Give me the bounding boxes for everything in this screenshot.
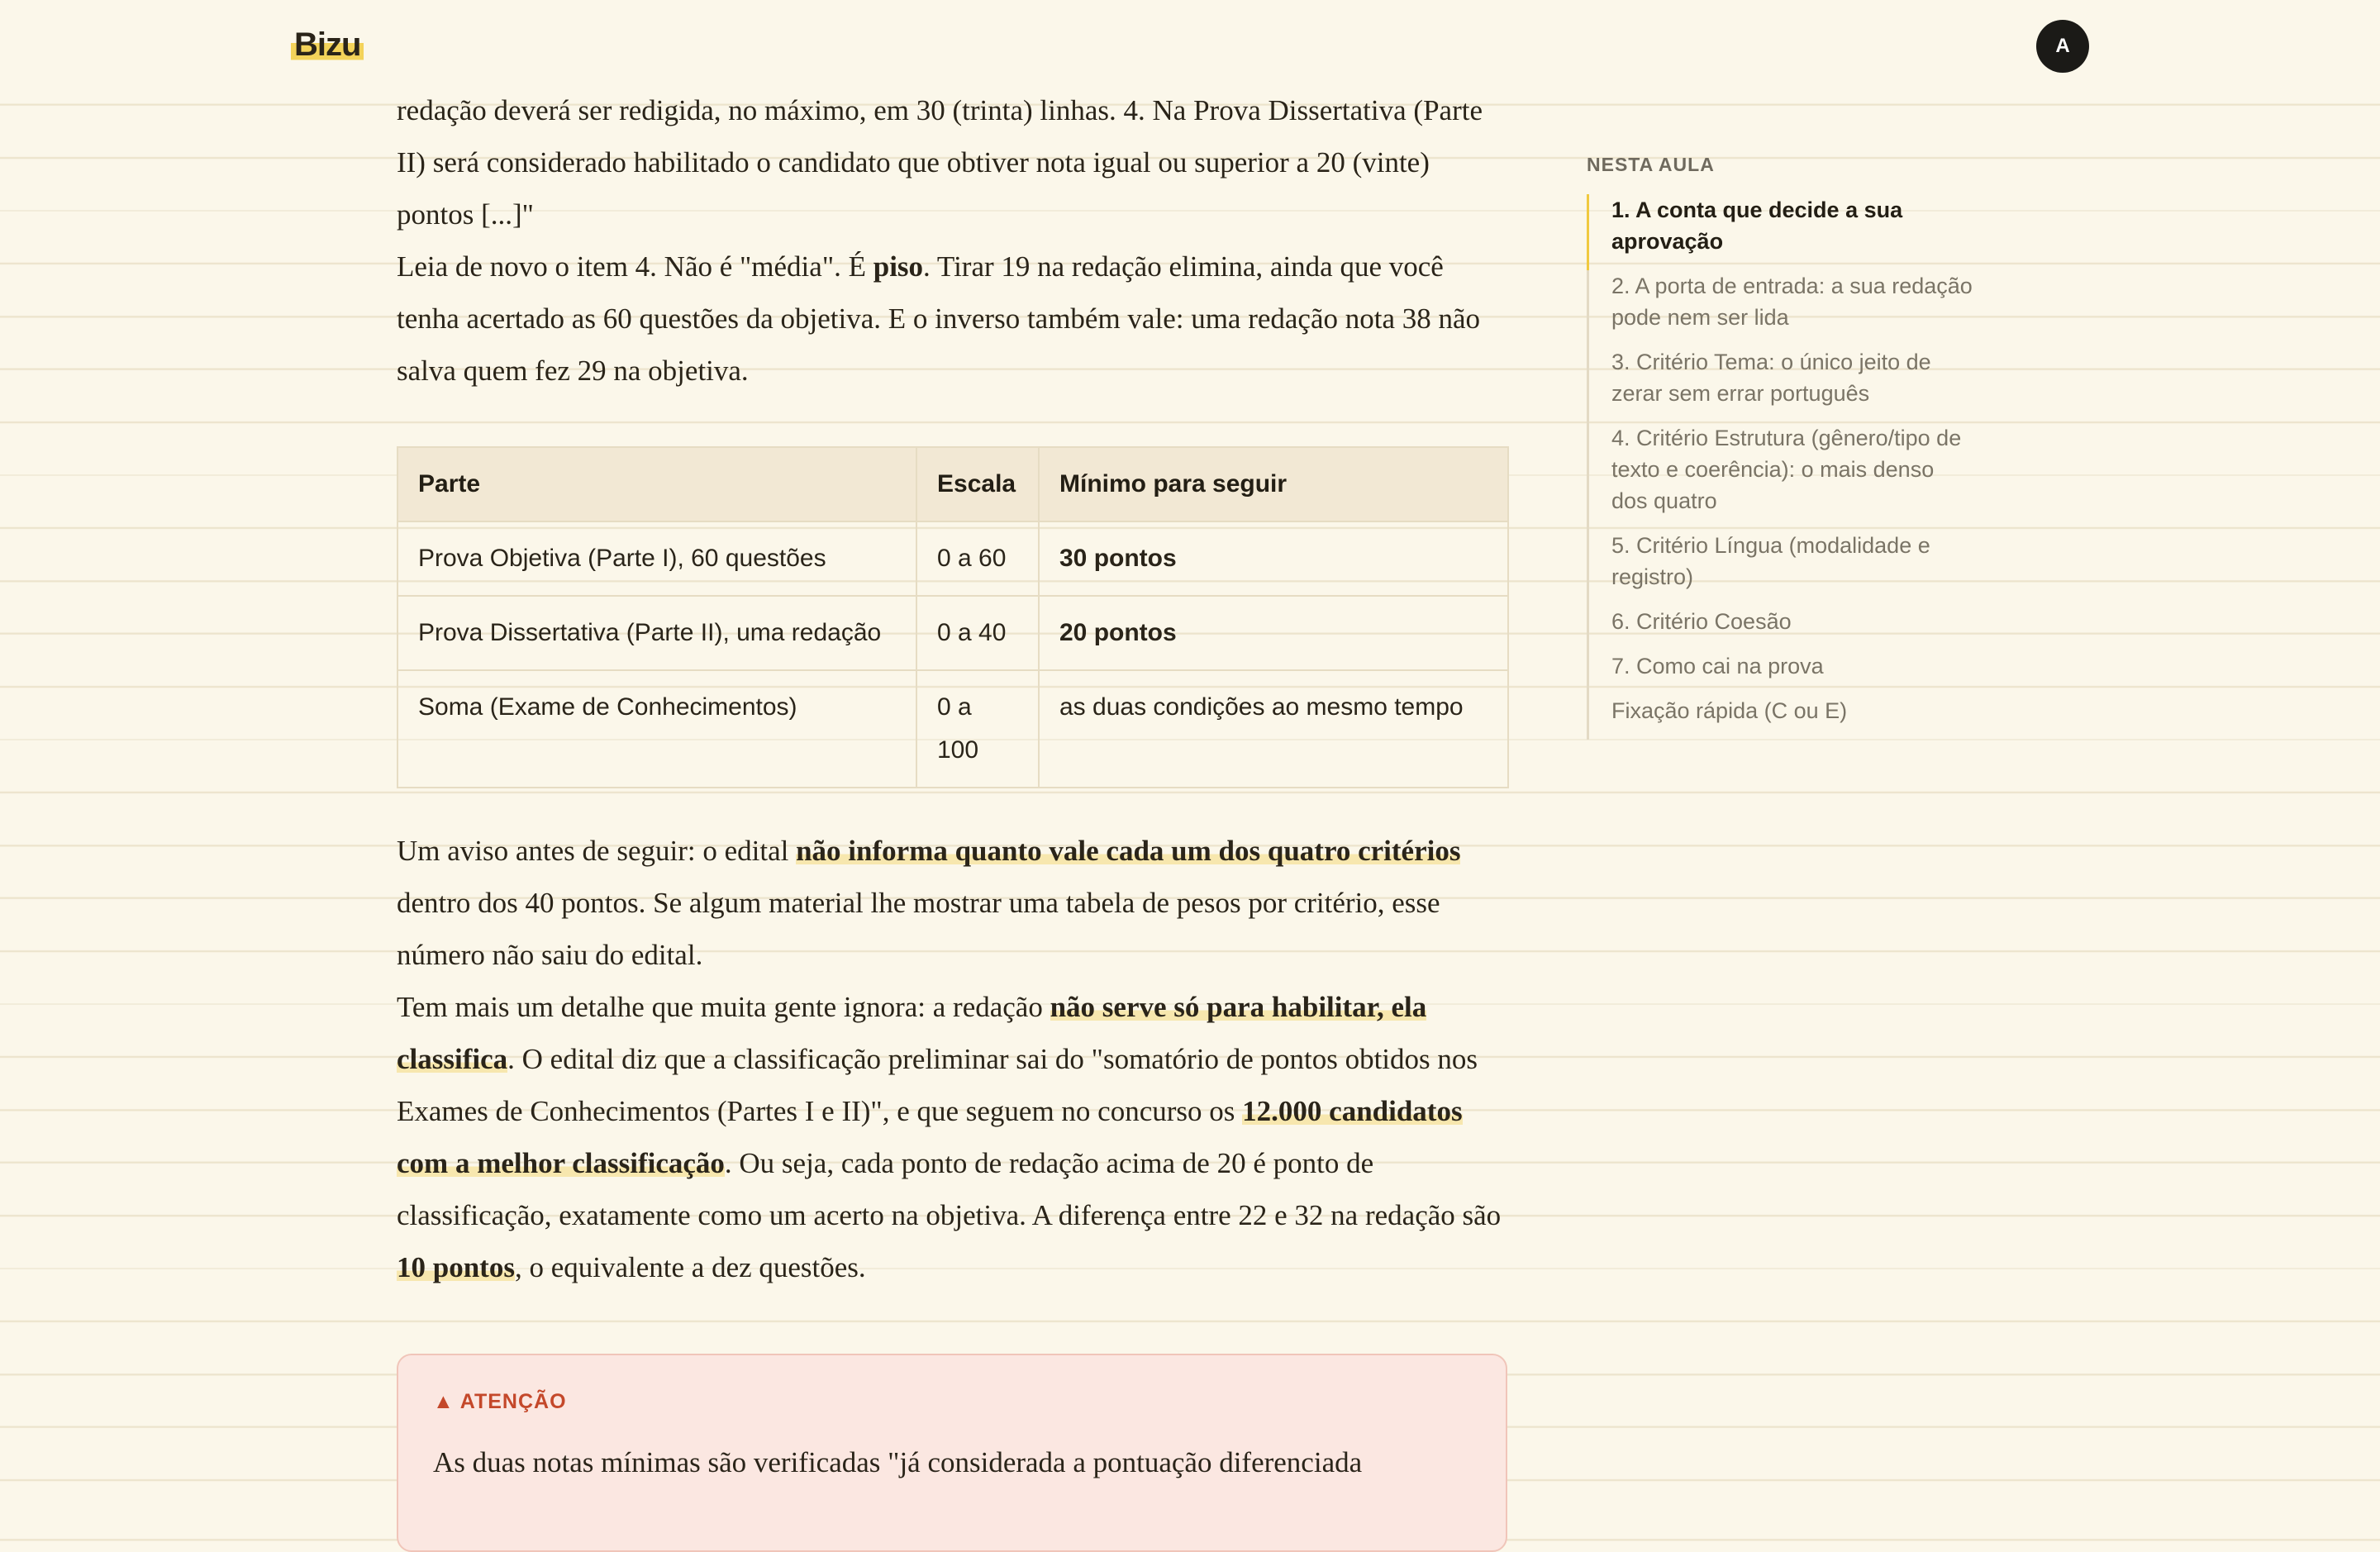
table-cell-bold: 20 pontos [1059, 619, 1177, 646]
toc-heading: NESTA AULA [1587, 154, 1715, 175]
highlight-criterios: não informa quanto vale cada um dos quatro critérios [796, 835, 1461, 867]
table-cell: 0 a 40 [916, 596, 1039, 670]
paragraph-classificacao [397, 981, 1507, 1293]
paragraph-quote-end: redação deverá ser redigida, no máximo, em 30 (trinta) linhas. 4. Na Prova Dissertativa (Parte II) será considerado habilitado o candidato que obtiver nota igual ou superior a 20 (vinte) pontos [...]" [397, 94, 1483, 231]
scores-table-wrapper [397, 446, 1507, 788]
text-run: Um aviso antes de seguir: o edital [397, 835, 797, 867]
toc-item-1[interactable]: 1. A conta que decide a sua aprovação [1587, 194, 1975, 270]
table-cell: Prova Dissertativa (Parte II), uma redação [397, 596, 916, 670]
toc-item-4[interactable]: 4. Critério Estrutura (gênero/tipo de texto e coerência): o mais denso dos quatro [1611, 426, 1962, 513]
paragraph-piso [397, 240, 1507, 397]
top-bar [0, 0, 2380, 91]
toc-item-6[interactable]: 6. Critério Coesão [1611, 609, 1792, 634]
table-cell: 0 a 60 [916, 521, 1039, 596]
table-cell: 0 a 100 [916, 670, 1039, 788]
table-header-row [397, 447, 1508, 521]
text-run: . O edital diz que a classificação preliminar sai do "somatório de pontos obtidos nos Exames de Conhecimentos (Partes I e II)", e que seguem no concurso os [397, 1043, 1478, 1127]
toc-item-5[interactable]: 5. Critério Língua (modalidade e registro) [1611, 533, 1930, 589]
highlight-10-pontos: 10 pontos [397, 1251, 515, 1283]
table-row [397, 670, 1508, 788]
text-run: Leia de novo o item 4. Não é "média". É [397, 250, 873, 283]
toc-item-2[interactable]: 2. A porta de entrada: a sua redação pode nem ser lida [1611, 274, 1973, 330]
toc-item-7[interactable]: 7. Como cai na prova [1611, 654, 1824, 678]
table-row [397, 596, 1508, 670]
text-run: . Ou seja, cada ponto de redação acima de 20 é ponto de classificação, exatamente como um acerto na objetiva. A diferença entre 22 e 32 na redação são [397, 1147, 1502, 1231]
lesson-content [397, 84, 1507, 1293]
text-run: dentro dos 40 pontos. Se algum material lhe mostrar uma tabela de pesos por critério, esse número não saiu do edital. [397, 887, 1440, 971]
table-cell: Prova Objetiva (Parte I), 60 questões [397, 521, 916, 596]
table-row [397, 521, 1508, 596]
callout-text: As duas notas mínimas são verificadas "já considerada a pontuação diferenciada [433, 1446, 1363, 1478]
header-minimo: Mínimo para seguir [1039, 447, 1508, 521]
bold-piso: piso [873, 250, 924, 283]
table-cell: Soma (Exame de Conhecimentos) [397, 670, 916, 788]
scores-table [397, 446, 1509, 788]
highlight-12000: 12.000 candidatos com a melhor classificação [397, 1095, 1463, 1179]
app-logo[interactable]: Bizu [291, 26, 364, 64]
callout-title: ▲ ATENÇÃO [433, 1390, 567, 1413]
table-cell [1039, 521, 1508, 596]
text-run: . Tirar 19 na redação elimina, ainda que você tenha acertado as 60 questões da objetiva. E o inverso também vale: uma redação nota 38 não salva quem fez 29 na objetiva. [397, 250, 1481, 387]
user-avatar[interactable]: A [2036, 20, 2089, 73]
toc-item-3[interactable]: 3. Critério Tema: o único jeito de zerar sem errar português [1611, 350, 1931, 406]
table-cell-bold: 30 pontos [1059, 545, 1177, 572]
header-escala: Escala [916, 447, 1039, 521]
lesson-toc [1587, 154, 1975, 740]
text-run: Tem mais um detalhe que muita gente ignora: a redação [397, 991, 1050, 1023]
highlight-classifica: não serve só para habilitar, ela classifica [397, 991, 1427, 1075]
table-cell [1039, 596, 1508, 670]
toc-list [1587, 194, 1975, 740]
attention-callout [397, 1354, 1507, 1552]
paragraph-criterios-warning [397, 825, 1507, 981]
text-run: , o equivalente a dez questões. [514, 1251, 866, 1283]
header-parte: Parte [397, 447, 916, 521]
toc-item-fixacao[interactable]: Fixação rápida (C ou E) [1611, 698, 1848, 723]
table-cell: as duas condições ao mesmo tempo [1039, 670, 1508, 788]
